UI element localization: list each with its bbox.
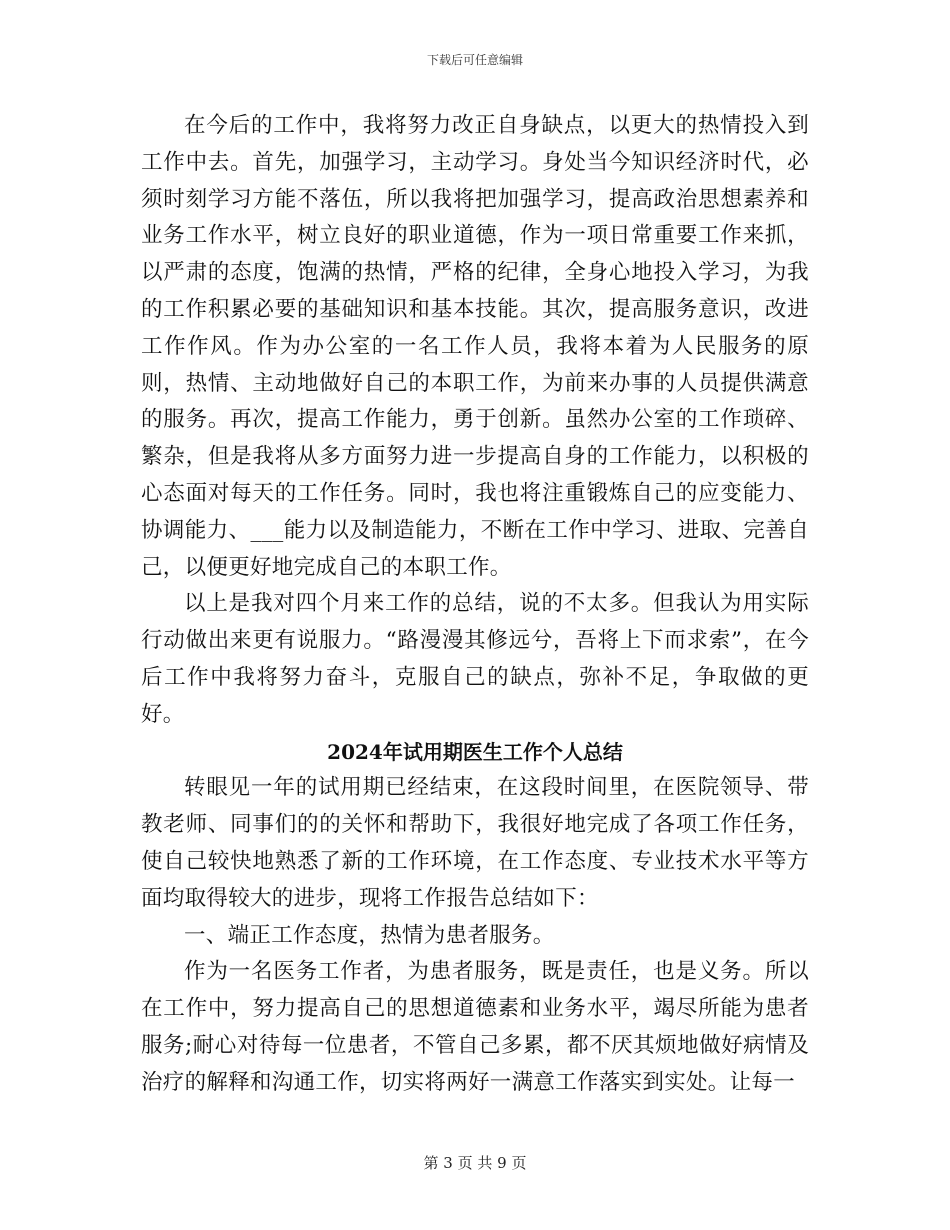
paragraph-work-improvement: 在今后的工作中，我将努力改正自身缺点，以更大的热情投入到工作中去。首先，加强学习，主动学习。身处当今知识经济时代，必须时刻学习方能不落伍，所以我将把加强学习，提高政治思想素养和业务工作水平，树立良好的职业道德，作为一项日常重要工作来抓，以严肃的态度，饱满的热情，严格的纪律，全身心地投入学习，为我的工作积累必要的基础知识和基本技能。其次，提高服务意识，改进工作作风。作为办公室的一名工作人员，我将本着为人民服务的原则，热情、主动地做好自己的本职工作，为前来办事的人员提供满意的服务。再次，提高工作能力，勇于创新。虽然办公室的工作琐碎、繁杂，但是我将从多方面努力进一步提高自身的工作能力，以积极的心态面对每天的工作任务。同时，我也将注重锻炼自己的应变能力、协调能力、___能力以及制造能力，不断在工作中学习、进取、完善自己，以便更好地完成自己的本职工作。 <box>141 113 809 580</box>
page-indicator: 第 3 页 共 9 页 <box>423 1154 527 1172</box>
section-title: 2024年试用期医生工作个人总结 <box>327 739 623 764</box>
paragraph-patient-service: 作为一名医务工作者，为患者服务，既是责任，也是义务。所以在工作中，努力提高自己的思想道德素和业务水平，竭尽所能为患者服务;耐心对待每一位患者，不管自己多累，都不厌其烦地做好病情及治疗的解释和沟通工作，切实将两好一满意工作落实到实处。让每一 <box>141 959 809 1095</box>
paragraph-closing-summary: 以上是我对四个月来工作的总结，说的不太多。但我认为用实际行动做出来更有说服力。“路漫漫其修远兮，吾将上下而求索”，在今后工作中我将努力奋斗，克服自己的缺点，弥补不足，争取做的更好。 <box>141 591 809 727</box>
header-note: 下载后可任意编辑 <box>426 53 523 67</box>
paragraph-probation-intro: 转眼见一年的试用期已经结束，在这段时间里，在医院领导、带教老师、同事们的的关怀和帮助下，我很好地完成了各项工作任务，使自己较快地熟悉了新的工作环境，在工作态度、专业技术水平等方面均取得较大的进步，现将工作报告总结如下： <box>141 775 809 911</box>
paragraph-subheading-attitude: 一、端正工作态度，热情为患者服务。 <box>184 922 555 948</box>
document-body <box>141 108 809 1102</box>
